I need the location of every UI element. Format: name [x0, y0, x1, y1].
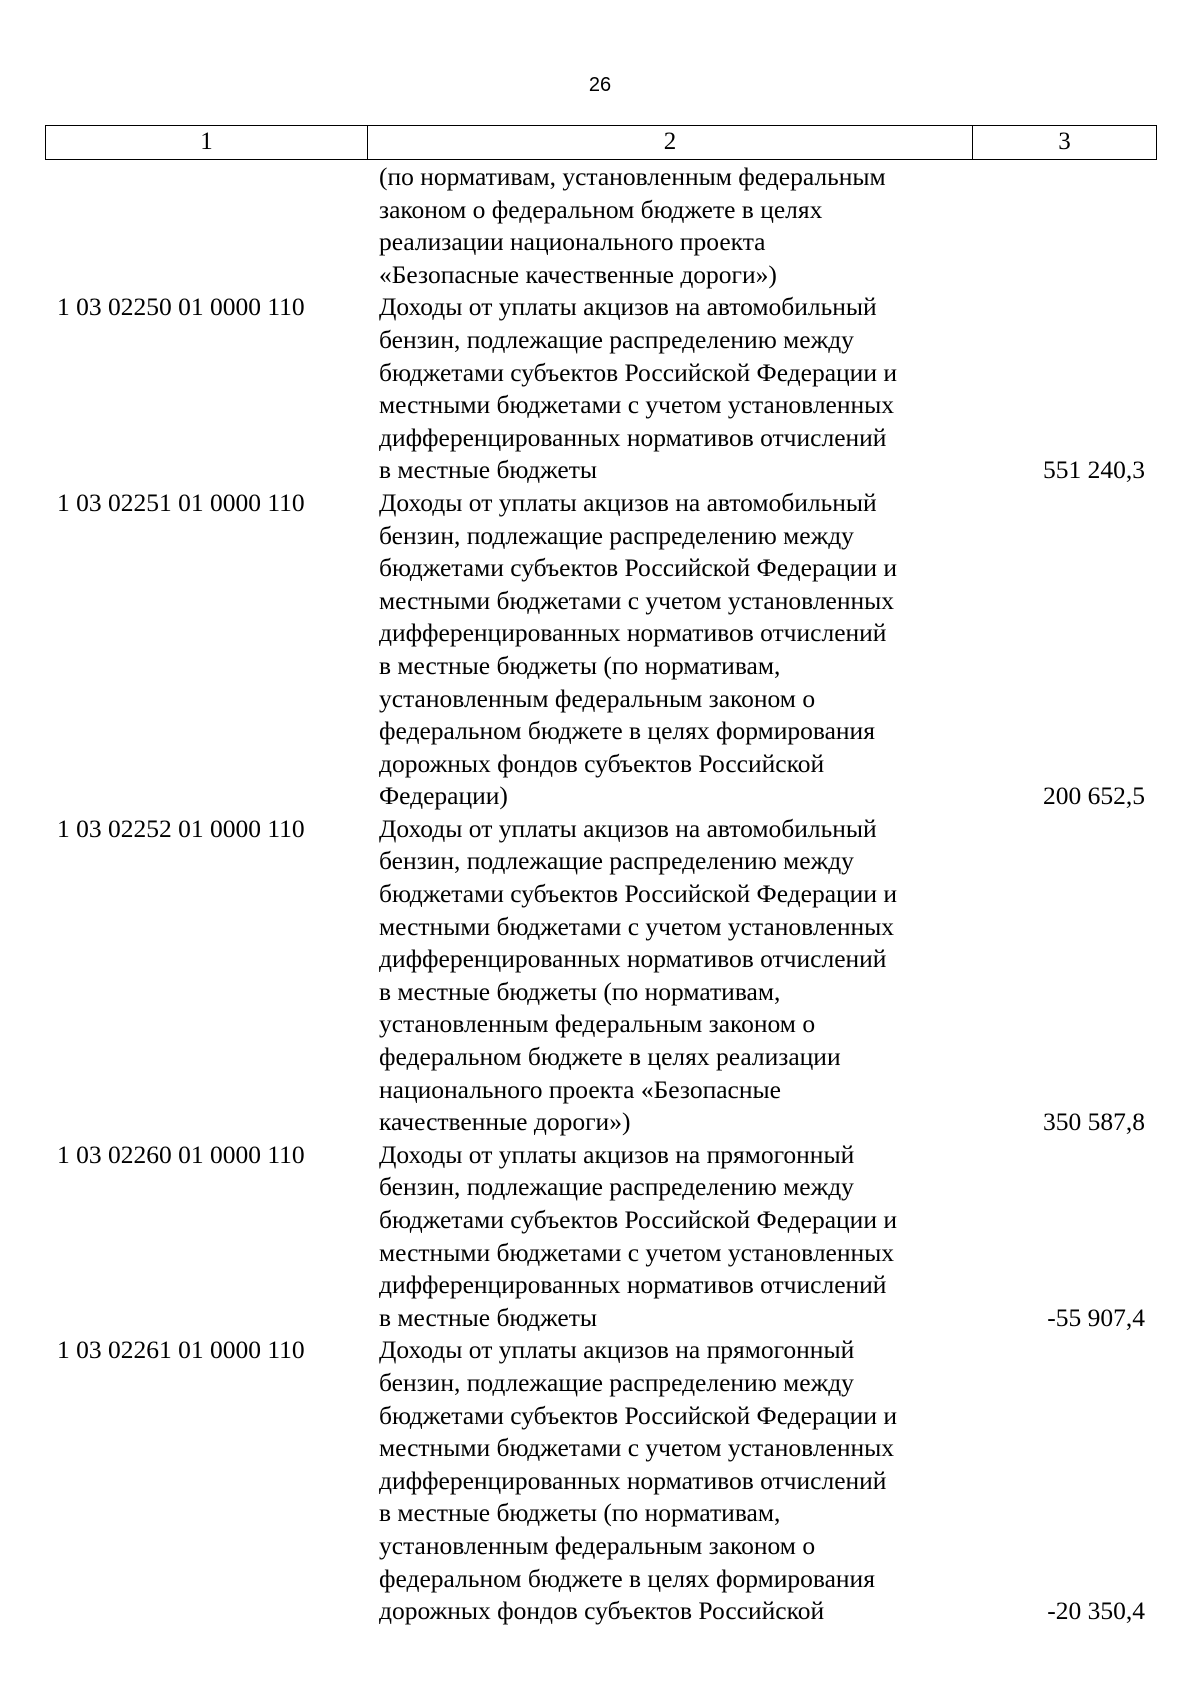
revenue-name-line: бюджетами субъектов Российской Федерации и: [379, 1205, 897, 1234]
revenue-name-line: Доходы от уплаты акцизов на прямогонный: [379, 1139, 855, 1169]
revenue-name-line: дифференцированных нормативов отчислений: [379, 1465, 887, 1495]
revenue-name-line: Доходы от уплаты акцизов на автомобильный: [379, 813, 877, 843]
revenue-name-line: бензин, подлежащие распределению между: [379, 324, 854, 354]
budget-code-cell: 1 03 02252 01 0000 110: [57, 813, 305, 843]
revenue-name-line: Доходы от уплаты акцизов на автомобильный: [379, 292, 877, 322]
revenue-name-line: федеральном бюджете в целях формирования: [379, 1563, 875, 1593]
revenue-name-line: установленным федеральным законом о: [379, 1009, 816, 1039]
revenue-name-line: местными бюджетами с учетом установленных: [379, 911, 895, 941]
table-body: [45, 161, 1157, 1628]
revenue-name-line: Доходы от уплаты акцизов на автомобильный: [379, 487, 877, 517]
revenue-name-line: бюджетами субъектов Российской Федерации и: [379, 879, 897, 909]
amount-cell: -20 350,4: [1047, 1596, 1145, 1626]
table-row: [45, 291, 1157, 487]
revenue-name-line: федеральном бюджете в целях реализации: [379, 1042, 841, 1072]
revenue-name-line: дифференцированных нормативов отчислений: [379, 618, 887, 648]
table-row: [45, 813, 1157, 1139]
revenue-name-line: дорожных фондов субъектов Российской: [379, 1596, 825, 1626]
revenue-name-line: бензин, подлежащие распределению между: [379, 846, 854, 876]
revenue-name-line: местными бюджетами с учетом установленных: [379, 390, 895, 420]
revenue-name-line: бюджетами субъектов Российской Федерации и: [379, 553, 897, 583]
revenue-name-line: бензин, подлежащие распределению между: [379, 520, 854, 550]
header-col-3: 3: [1058, 128, 1071, 155]
revenue-name-line: Доходы от уплаты акцизов на прямогонный: [379, 1335, 855, 1365]
revenue-name-line: установленным федеральным законом о: [379, 683, 816, 713]
page-number: 26: [588, 74, 612, 96]
revenue-name-line: бензин, подлежащие распределению между: [379, 1367, 854, 1397]
revenue-name-line: национального проекта «Безопасные: [379, 1074, 781, 1104]
revenue-name-line: в местные бюджеты: [379, 1302, 598, 1332]
amount-cell: 551 240,3: [1043, 455, 1145, 485]
amount-cell: 350 587,8: [1043, 1107, 1145, 1137]
amount-cell: -55 907,4: [1047, 1302, 1145, 1332]
revenue-name-line: дорожных фондов субъектов Российской: [379, 748, 825, 778]
table-row: [45, 161, 1157, 291]
revenue-name-line: местными бюджетами с учетом установленных: [379, 1237, 895, 1267]
revenue-name-line: федеральном бюджете в целях формирования: [379, 716, 875, 746]
revenue-name-cell: [367, 487, 972, 813]
revenue-name-line: дифференцированных нормативов отчислений: [379, 944, 887, 974]
table-header: [45, 125, 1157, 160]
header-col-1: 1: [46, 126, 368, 159]
revenue-name-line: в местные бюджеты (по нормативам,: [379, 1498, 781, 1528]
amount-cell: 200 652,5: [1043, 781, 1145, 811]
revenue-name-line: (по нормативам, установленным федеральным: [379, 162, 886, 191]
table-row: [45, 1139, 1157, 1335]
revenue-name-line: Федерации): [379, 781, 508, 811]
revenue-name-cell: [367, 813, 972, 1139]
revenue-name-line: местными бюджетами с учетом установленных: [379, 1433, 895, 1463]
table-row: [45, 1334, 1157, 1627]
revenue-name-cell: [367, 1139, 972, 1335]
revenue-name-line: установленным федеральным законом о: [379, 1530, 816, 1560]
header-col-2: 2: [368, 126, 973, 159]
revenue-name-line: дифференцированных нормативов отчислений: [379, 1270, 887, 1300]
revenue-name-line: качественные дороги»): [379, 1107, 631, 1137]
revenue-name-cell: [367, 161, 972, 291]
revenue-name-line: бюджетами субъектов Российской Федерации и: [379, 357, 897, 387]
revenue-name-line: бюджетами субъектов Российской Федерации и: [379, 1400, 897, 1430]
amount-cell: [972, 161, 1157, 291]
revenue-name-line: законом о федеральном бюджете в целях: [379, 194, 823, 224]
budget-code-cell: [45, 161, 367, 291]
revenue-name-line: местными бюджетами с учетом установленных: [379, 585, 895, 615]
revenue-name-line: в местные бюджеты (по нормативам,: [379, 650, 781, 680]
revenue-name-cell: [367, 1334, 972, 1627]
revenue-name-cell: [367, 291, 972, 487]
budget-code-cell: 1 03 02260 01 0000 110: [57, 1139, 305, 1169]
revenue-name-line: в местные бюджеты: [379, 455, 598, 485]
budget-code-cell: 1 03 02261 01 0000 110: [57, 1335, 305, 1365]
table-row: [45, 487, 1157, 813]
budget-code-cell: 1 03 02251 01 0000 110: [57, 487, 305, 517]
revenue-name-line: дифференцированных нормативов отчислений: [379, 422, 887, 452]
revenue-name-line: «Безопасные качественные дороги»): [379, 259, 777, 289]
revenue-name-line: реализации национального проекта: [379, 227, 766, 257]
revenue-name-line: бензин, подлежащие распределению между: [379, 1172, 854, 1202]
revenue-name-line: в местные бюджеты (по нормативам,: [379, 976, 781, 1006]
budget-code-cell: 1 03 02250 01 0000 110: [57, 292, 305, 322]
